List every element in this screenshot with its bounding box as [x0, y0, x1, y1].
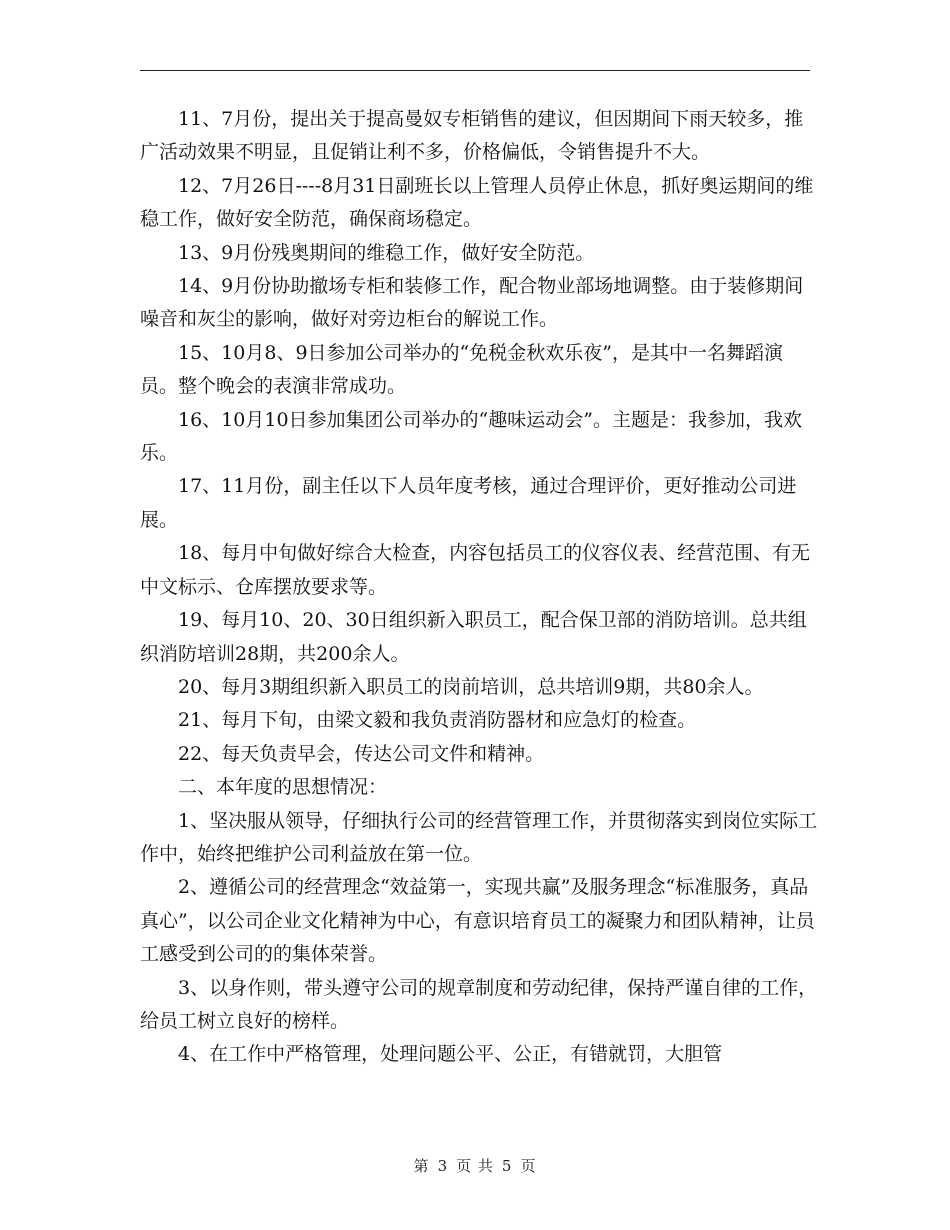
paragraph: 4、在工作中严格管理，处理问题公平、公正，有错就罚，大胆管	[178, 1043, 723, 1066]
paragraph: 1、坚决服从领导，仔细执行公司的经营管理工作，并贯彻落实到岗位实际工作中，始终把维护公司利益放在第一位。	[140, 809, 818, 865]
paragraph: 14、9月份协助撤场专柜和装修工作，配合物业部场地调整。由于装修期间噪音和灰尘的影响，做好对旁边柜台的解说工作。	[140, 275, 804, 331]
paragraph: 20、每月3期组织新入职员工的岗前培训，总共培训9期，共80余人。	[178, 675, 764, 698]
paragraph: 15、10月8、9日参加公司举办的“免税金秋欢乐夜”，是其中一名舞蹈演员。整个晚会的表演非常成功。	[140, 341, 783, 398]
paragraph: 12、7月26日----8月31日副班长以上管理人员停止休息，抓好奥运期间的维稳工作，做好安全防范，确保商场稳定。	[140, 174, 814, 231]
paragraph: 11、7月份，提出关于提高曼奴专柜销售的建议，但因期间下雨天较多，推广活动效果不明显，且促销让利不多，价格偏低，令销售提升不大。	[140, 108, 804, 164]
footer-suffix: 页	[520, 1157, 537, 1175]
paragraph: 18、每月中旬做好综合大检查，内容包括员工的仪容仪表、经营范围、有无中文标示、仓库摆放要求等。	[140, 542, 811, 598]
section-heading: 二、本年度的思想情况：	[178, 776, 388, 799]
footer-total-pages: 5	[501, 1157, 513, 1175]
footer-current-page: 3	[437, 1157, 449, 1175]
paragraph: 13、9月份残奥期间的维稳工作，做好安全防范。	[178, 241, 595, 264]
paragraph: 22、每天负责早会，传达公司文件和精神。	[178, 742, 545, 765]
paragraph: 17、11月份，副主任以下人员年度考核，通过合理评价，更好推动公司进展。	[140, 475, 797, 531]
page-footer	[0, 1155, 950, 1176]
paragraph: 3、以身作则，带头遵守公司的规章制度和劳动纪律，保持严谨自律的工作，给员工树立良好的榜样。	[140, 976, 818, 1032]
paragraph: 2、遵循公司的经营理念“效益第一，实现共赢”及服务理念“标准服务，真品真心”，以公司企业文化精神为中心，有意识培育员工的凝聚力和团队精神，让员工感受到公司的的集体荣誉。	[140, 876, 815, 966]
document-body	[140, 103, 820, 1072]
paragraph: 16、10月10日参加集团公司举办的“趣味运动会”。主题是：我参加，我欢乐。	[140, 408, 802, 465]
footer-prefix: 第	[413, 1157, 430, 1175]
footer-middle: 页 共	[456, 1157, 494, 1175]
paragraph: 21、每月下旬，由梁文毅和我负责消防器材和应急灯的检查。	[178, 709, 697, 732]
paragraph: 19、每月10、20、30日组织新入职员工，配合保卫部的消防培训。总共组织消防培训28期，共200余人。	[140, 609, 807, 665]
header-rule	[140, 70, 810, 71]
